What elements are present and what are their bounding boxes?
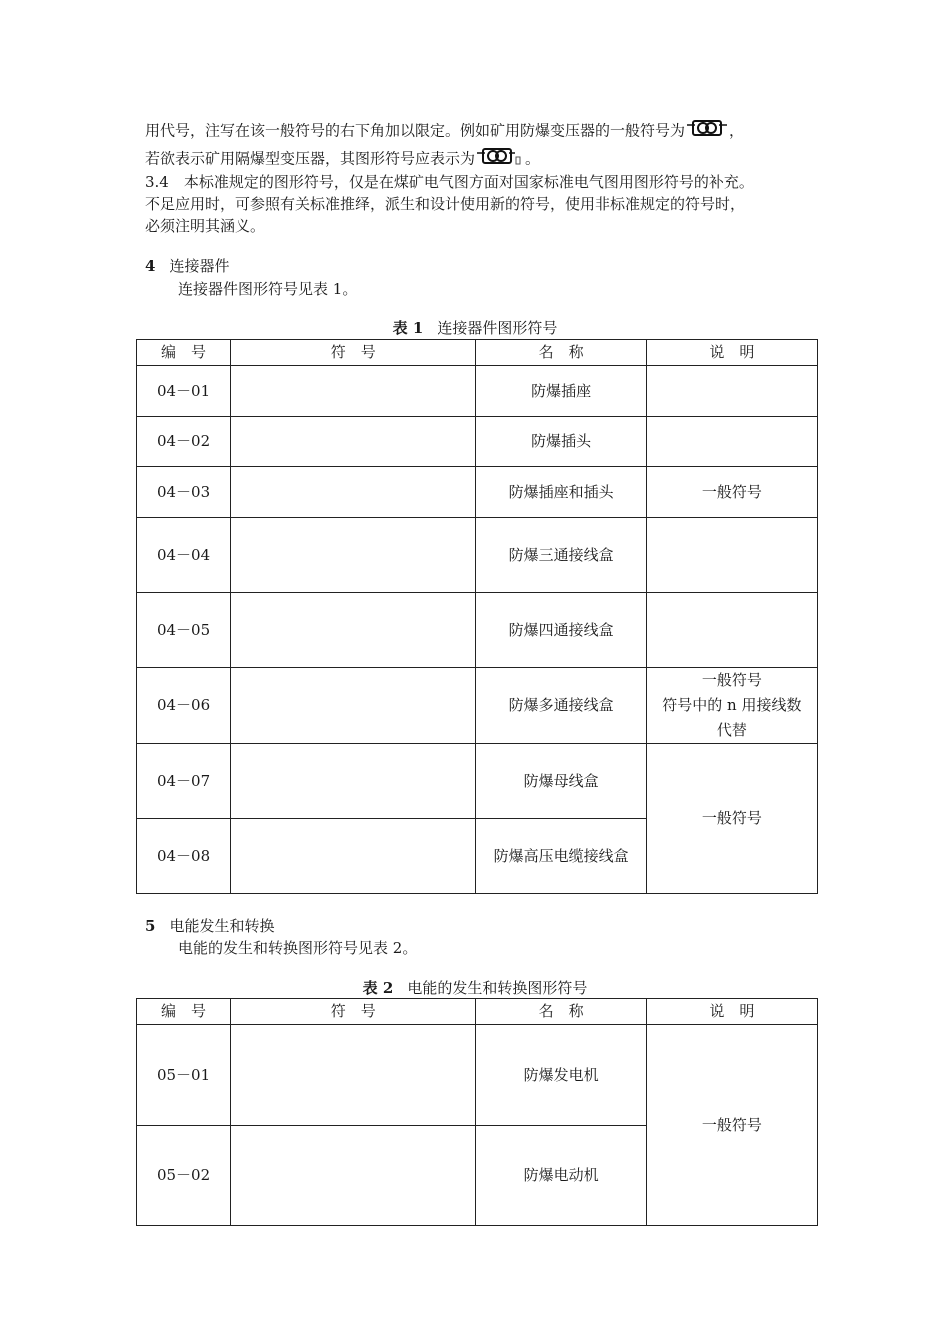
row-id: 04－03 [137, 467, 231, 518]
table-row [137, 417, 818, 467]
row-name: 防爆母线盒 [476, 744, 646, 819]
row-name: 防爆插座 [476, 366, 646, 417]
row-id: 04－05 [137, 593, 231, 668]
row-id: 05－02 [137, 1126, 231, 1226]
row-id: 04－07 [137, 744, 231, 819]
table-row [137, 744, 818, 819]
row-name: 防爆插头 [476, 417, 646, 467]
row-name: 防爆电动机 [476, 1126, 646, 1226]
merged-note: 一般符号 [646, 744, 817, 894]
paragraph-text: 用代号，注写在该一般符号的右下角加以限定。例如矿用防爆变压器的一般符号为 [145, 121, 686, 140]
row-name: 防爆多通接线盒 [476, 668, 646, 744]
section-number: 4 [145, 257, 156, 275]
row-id: 05－01 [137, 1025, 231, 1126]
merged-note: 一般符号 [646, 1025, 817, 1226]
row-id: 04－08 [137, 819, 231, 894]
paragraph-text: ， [729, 121, 745, 140]
section-number: 5 [145, 917, 156, 935]
row-id: 04－04 [137, 518, 231, 593]
column-header: 符 号 [231, 999, 476, 1025]
row-note: 一般符号 [646, 467, 817, 518]
table-row [137, 366, 818, 417]
symbol-cell [231, 593, 476, 668]
table-row [137, 518, 818, 593]
note-line: 代替 [716, 721, 747, 739]
table-row [137, 668, 818, 744]
note-line: 一般符号 [701, 671, 762, 689]
caption-title: 连接器件图形符号 [437, 319, 558, 337]
row-name: 防爆发电机 [476, 1025, 646, 1126]
symbol-cell [231, 518, 476, 593]
column-header: 名 称 [476, 340, 646, 366]
note-cell [646, 366, 817, 417]
note-line: 符号中的 n 用接线数 [662, 696, 802, 714]
table-row [137, 1025, 818, 1126]
table-2-caption [0, 978, 950, 998]
caption-number: 表 1 [392, 319, 424, 337]
symbol-cell [231, 819, 476, 894]
column-header: 说 明 [646, 340, 817, 366]
table-header-row [137, 999, 818, 1025]
table-row [137, 593, 818, 668]
caption-title: 电能的发生和转换图形符号 [407, 979, 588, 997]
transformer-symbol-icon [687, 120, 727, 143]
section-4-heading [145, 256, 229, 276]
paragraph-line-5: 必须注明其涵义。 [145, 217, 266, 235]
row-name: 防爆插座和插头 [476, 467, 646, 518]
flameproof-transformer-symbol-icon [477, 148, 523, 171]
symbol-cell [231, 467, 476, 518]
table-1 [136, 339, 818, 894]
row-id: 04－01 [137, 366, 231, 417]
section-4-intro: 连接器件图形符号见表 1。 [178, 280, 358, 298]
section-5-intro: 电能的发生和转换图形符号见表 2。 [178, 939, 418, 957]
row-id: 04－02 [137, 417, 231, 467]
table-2 [136, 998, 818, 1226]
row-name: 防爆三通接线盒 [476, 518, 646, 593]
row-name: 防爆四通接线盒 [476, 593, 646, 668]
paragraph-line-1 [145, 120, 744, 143]
note-cell [646, 518, 817, 593]
note-cell [646, 417, 817, 467]
row-note [646, 668, 817, 744]
caption-number: 表 2 [362, 979, 394, 997]
paragraph-text: 。 [525, 149, 541, 168]
column-header: 编 号 [137, 999, 231, 1025]
symbol-cell [231, 417, 476, 467]
row-id: 04－06 [137, 668, 231, 744]
table-header-row [137, 340, 818, 366]
section-5-heading [145, 916, 274, 936]
table-row [137, 467, 818, 518]
paragraph-line-3: 3.4 本标准规定的图形符号，仅是在煤矿电气图方面对国家标准电气图用图形符号的补充。 [145, 173, 754, 191]
paragraph-text: 若欲表示矿用隔爆型变压器，其图形符号应表示为 [145, 149, 476, 168]
column-header: 符 号 [231, 340, 476, 366]
section-title: 电能发生和转换 [169, 917, 275, 935]
table-1-caption [0, 318, 950, 338]
section-title: 连接器件 [169, 257, 230, 275]
paragraph-line-2 [145, 148, 540, 171]
column-header: 编 号 [137, 340, 231, 366]
symbol-cell [231, 1126, 476, 1226]
row-name: 防爆高压电缆接线盒 [476, 819, 646, 894]
paragraph-line-4: 不足应用时，可参照有关标准推绎，派生和设计使用新的符号，使用非标准规定的符号时， [145, 195, 746, 213]
note-cell [646, 593, 817, 668]
column-header: 名 称 [476, 999, 646, 1025]
symbol-cell [231, 668, 476, 744]
symbol-cell [231, 744, 476, 819]
symbol-cell [231, 1025, 476, 1126]
symbol-cell [231, 366, 476, 417]
column-header: 说 明 [646, 999, 817, 1025]
